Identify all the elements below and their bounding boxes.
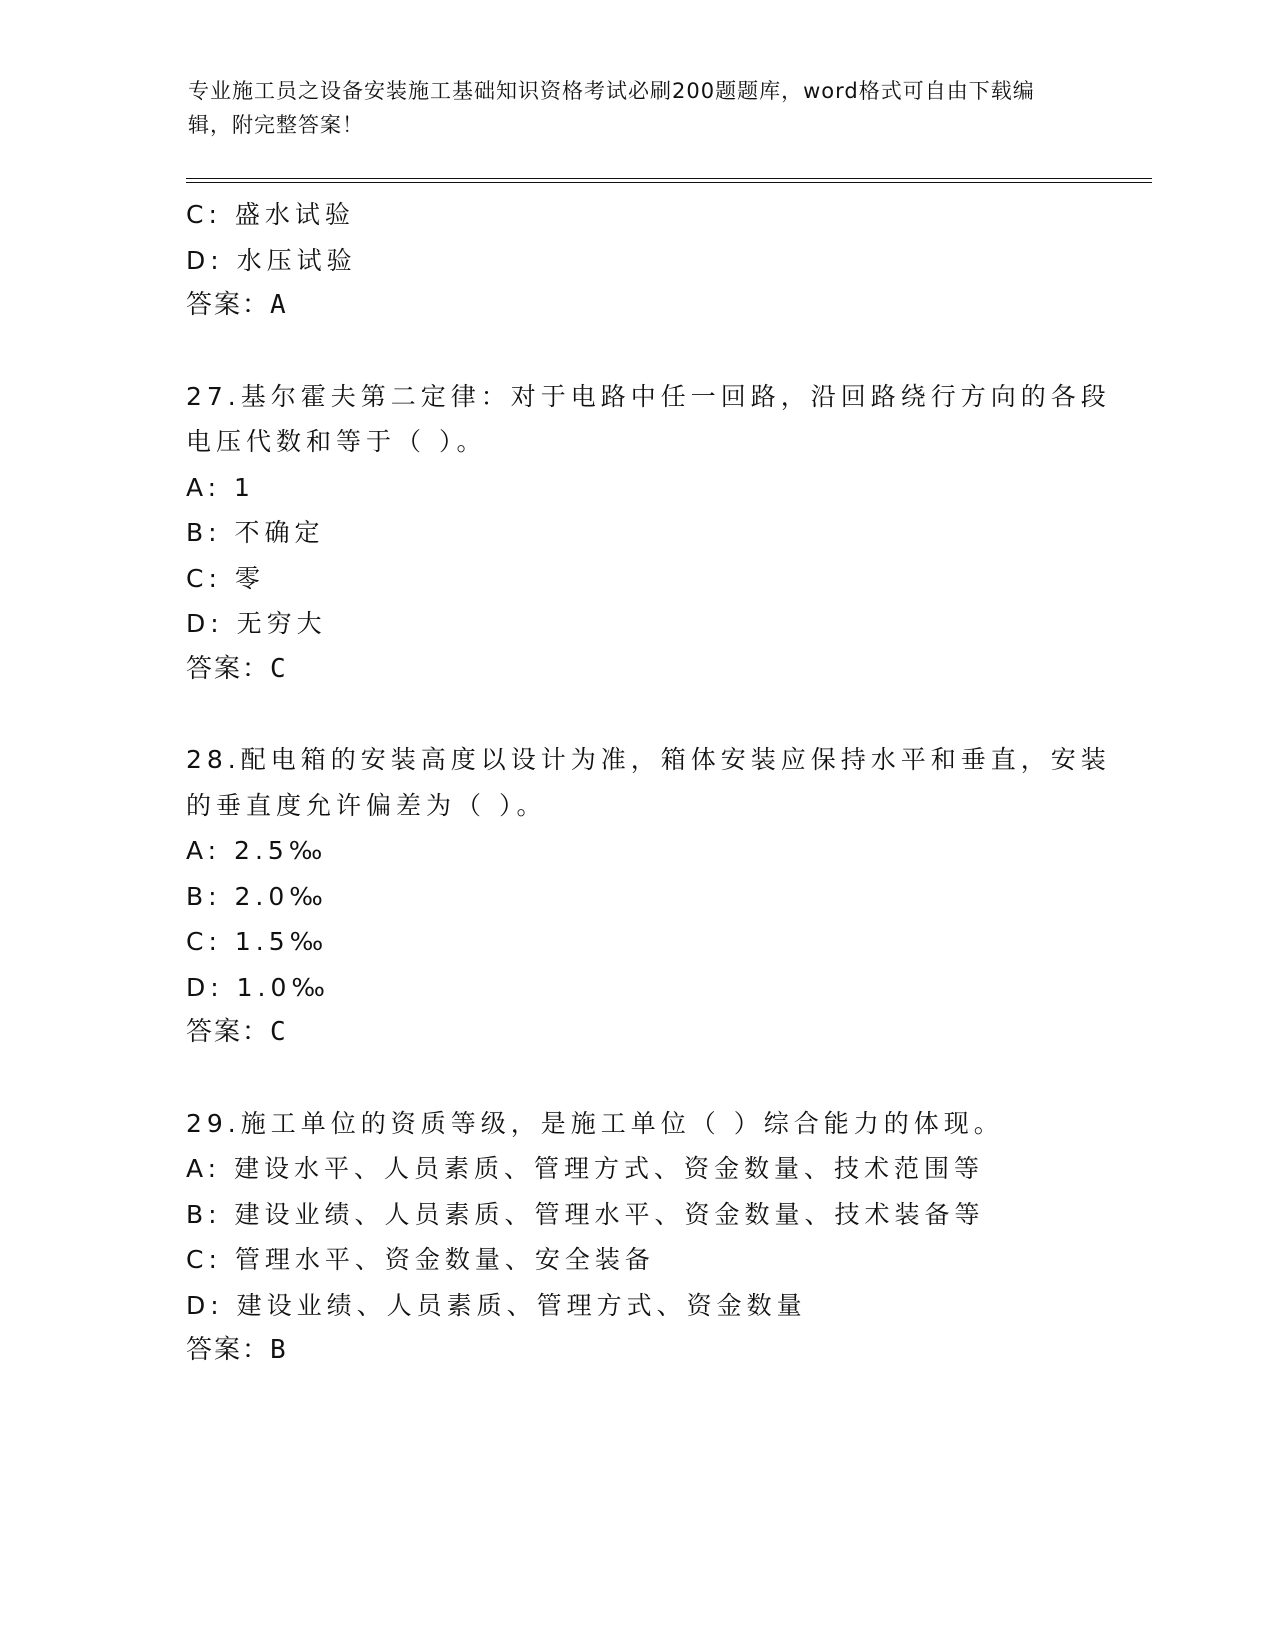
question-text-continued: 的垂直度允许偏差为（ ）。 xyxy=(186,790,547,820)
option-label: B: xyxy=(186,881,222,911)
option-d xyxy=(186,965,1086,1011)
option-a xyxy=(186,828,1086,874)
question-content xyxy=(186,192,1111,1374)
option-text: 盛水试验 xyxy=(234,200,355,229)
option-text: 建设业绩、人员素质、管理水平、资金数量、技术装备等 xyxy=(234,1199,985,1229)
option-label: D: xyxy=(186,972,224,1002)
option-label: D: xyxy=(186,1290,224,1320)
answer: 答案：C xyxy=(186,653,288,684)
option-text: 1 xyxy=(234,472,255,502)
option-text: 水压试验 xyxy=(236,245,357,275)
option-text: 零 xyxy=(234,563,265,593)
option-c xyxy=(186,1237,1086,1283)
option-text: 2.5‰ xyxy=(234,836,328,865)
header-divider-top xyxy=(186,178,1152,179)
option-label: A: xyxy=(186,836,222,865)
option-label: C: xyxy=(186,200,222,229)
option-label: D: xyxy=(186,245,224,275)
question-text-line: 配电箱的安装高度以设计为准，箱体安装应保持水平和垂直，安装 xyxy=(240,745,1111,774)
spacer xyxy=(186,329,1086,374)
answer: 答案：C xyxy=(186,1017,288,1047)
question-number: 29. xyxy=(186,1108,241,1138)
option-label: B: xyxy=(186,518,222,547)
option-text: 建设水平、人员素质、管理方式、资金数量、技术范围等 xyxy=(234,1154,985,1183)
partial-question xyxy=(186,192,1086,329)
option-label: A: xyxy=(186,1154,222,1183)
question-28 xyxy=(186,737,1111,1056)
option-label: D: xyxy=(186,609,224,638)
option-c xyxy=(186,192,1086,238)
option-text: 管理水平、资金数量、安全装备 xyxy=(234,1245,655,1274)
option-text: 1.0‰ xyxy=(236,972,330,1002)
option-label: A: xyxy=(186,472,222,502)
question-number: 27. xyxy=(186,381,241,411)
question-29 xyxy=(186,1101,1086,1374)
question-text xyxy=(186,1101,1086,1147)
option-d xyxy=(186,601,1086,647)
spacer xyxy=(186,1056,1086,1101)
question-27 xyxy=(186,374,1111,693)
question-text-line: 施工单位的资质等级，是施工单位（ ）综合能力的体现。 xyxy=(240,1108,1004,1138)
answer: 答案：B xyxy=(186,1335,288,1365)
option-d xyxy=(186,238,1086,284)
option-d xyxy=(186,1283,1086,1329)
option-label: C: xyxy=(186,927,222,956)
question-text xyxy=(186,374,1111,420)
option-text: 无穷大 xyxy=(236,609,327,638)
answer: 答案：A xyxy=(186,290,288,320)
option-b xyxy=(186,1192,1086,1238)
question-text xyxy=(186,737,1111,783)
option-b xyxy=(186,510,1086,556)
header-divider-bottom xyxy=(186,182,1152,183)
option-c xyxy=(186,919,1086,965)
document-header: 专业施工员之设备安装施工基础知识资格考试必刷200题题库，word格式可自由下载编辑，附完整答案！ xyxy=(188,79,1035,137)
question-number: 28. xyxy=(186,745,241,774)
option-text: 1.5‰ xyxy=(234,927,329,956)
option-text: 不确定 xyxy=(234,518,325,547)
option-text: 2.0‰ xyxy=(234,881,328,911)
option-label: C: xyxy=(186,1245,222,1274)
question-text-continued: 电压代数和等于（ ）。 xyxy=(186,427,487,456)
question-text-line: 基尔霍夫第二定律：对于电路中任一回路，沿回路绕行方向的各段 xyxy=(240,381,1111,411)
option-label: B: xyxy=(186,1199,222,1229)
option-text: 建设业绩、人员素质、管理方式、资金数量 xyxy=(236,1290,807,1320)
spacer xyxy=(186,692,1086,737)
option-b xyxy=(186,874,1086,920)
option-label: C: xyxy=(186,563,222,593)
option-a xyxy=(186,1146,1086,1192)
option-c xyxy=(186,556,1086,602)
option-a xyxy=(186,465,1086,511)
